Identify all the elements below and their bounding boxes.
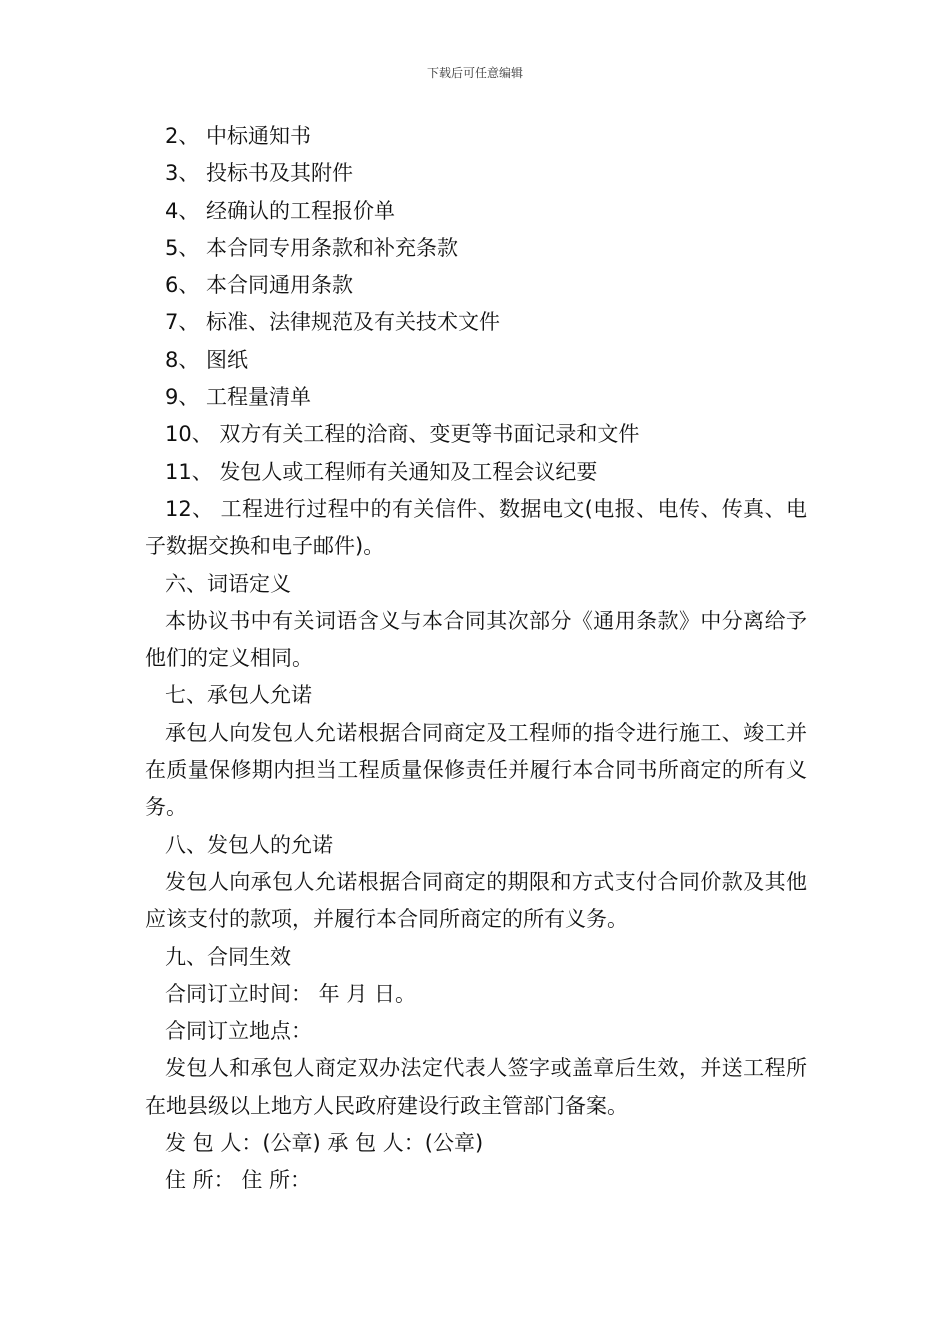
- section-heading-definitions: 六、词语定义: [165, 571, 291, 596]
- list-item: 6、 本合同通用条款: [165, 273, 354, 298]
- document-body: [145, 118, 807, 1200]
- parties-seal-line: 发 包 人：(公章) 承 包 人：(公章): [165, 1131, 484, 1156]
- list-item: 7、 标准、法律规范及有关技术文件: [165, 310, 501, 335]
- section-text-employer-commitment: 发包人向承包人允诺根据合同商定的期限和方式支付合同价款及其他应该支付的款项，并履行本合同所商定的所有义务。: [145, 869, 807, 932]
- section-text-contractor-commitment: 承包人向发包人允诺根据合同商定及工程师的指令进行施工、竣工并在质量保修期内担当工程质量保修责任并履行本合同书所商定的所有义务。: [145, 720, 807, 820]
- list-item: 2、 中标通知书: [165, 124, 312, 148]
- sign-time-line: 合同订立时间： 年 月 日。: [165, 981, 417, 1006]
- section-heading-contractor-commitment: 七、承包人允诺: [165, 683, 312, 708]
- list-item: 9、 工程量清单: [165, 385, 312, 410]
- list-item: 8、 图纸: [165, 347, 249, 372]
- section-heading-effectiveness: 九、合同生效: [165, 944, 291, 969]
- section-text-effectiveness: 发包人和承包人商定双办法定代表人签字或盖章后生效，并送工程所在地县级以上地方人民政府建设行政主管部门备案。: [145, 1056, 807, 1118]
- section-text-definitions: 本协议书中有关词语含义与本合同其次部分《通用条款》中分离给予他们的定义相同。: [145, 608, 807, 671]
- address-line: 住 所： 住 所：: [165, 1168, 312, 1193]
- list-item-12: 12、 工程进行过程中的有关信件、数据电文(电报、电传、传真、电子数据交换和电子邮件)。: [145, 496, 807, 559]
- list-item: 5、 本合同专用条款和补充条款: [165, 235, 459, 260]
- page-header-note: 下载后可任意编辑: [426, 66, 523, 80]
- sign-place-line: 合同订立地点：: [165, 1019, 312, 1044]
- list-item: 11、 发包人或工程师有关通知及工程会议纪要: [165, 459, 598, 484]
- list-item: 3、 投标书及其附件: [165, 161, 354, 186]
- list-item: 4、 经确认的工程报价单: [165, 198, 396, 223]
- list-item: 10、 双方有关工程的洽商、变更等书面记录和文件: [165, 422, 640, 447]
- section-heading-employer-commitment: 八、发包人的允诺: [165, 832, 333, 857]
